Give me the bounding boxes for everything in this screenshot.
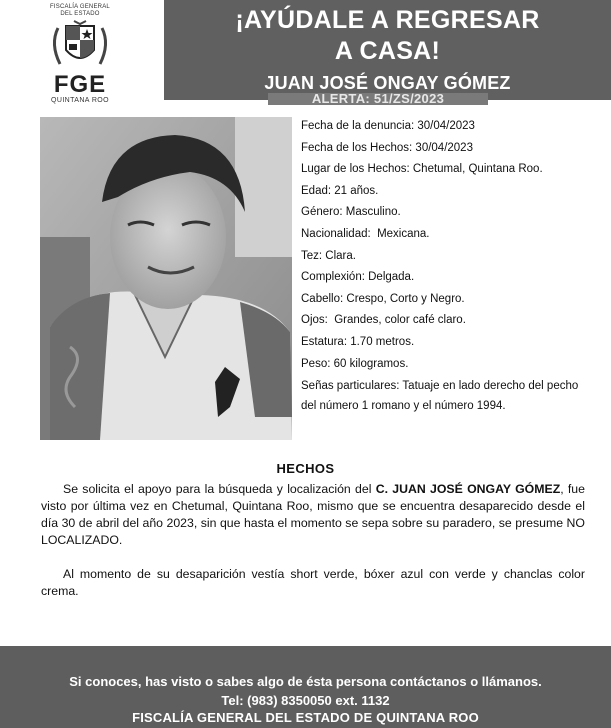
state-emblem-icon	[44, 20, 116, 68]
detail-genero: Género: Masculino.	[301, 206, 401, 219]
contact-footer	[0, 646, 611, 728]
detail-tez: Tez: Clara.	[301, 249, 356, 262]
banner-title	[164, 5, 611, 67]
detail-lugar: Lugar de los Hechos: Chetumal, Quintana Roo.	[301, 163, 543, 176]
hechos-paragraph-2: Al momento de su desaparición vestía short verde, bóxer azul con verde y chanclas color crema.	[41, 567, 585, 598]
logo-subtext: QUINTANA ROO	[51, 97, 109, 104]
logo-caption-2: DEL ESTADO	[60, 11, 100, 17]
detail-senas-particulares: Señas particulares: Tatuaje en lado derecho del pecho del número 1 romano y el número 1994.	[301, 380, 579, 413]
detail-estatura: Estatura: 1.70 metros.	[301, 335, 415, 348]
detail-fecha-hechos: Fecha de los Hechos: 30/04/2023	[301, 141, 473, 154]
p1-intro: Se solicita el apoyo para la búsqueda y localización del	[63, 482, 376, 496]
footer-agency: FISCALÍA GENERAL DEL ESTADO DE QUINTANA ROO	[132, 710, 479, 725]
header-banner	[164, 0, 611, 100]
missing-person-name: JUAN JOSÉ ONGAY GÓMEZ	[264, 73, 511, 93]
banner-title-line-2: A CASA!	[334, 37, 441, 65]
person-details	[301, 116, 591, 416]
p1-body: , fue visto por última vez en Chetumal, Quintana Roo, mismo que se encuentra desaparecido desde el día 30 de abril del año 2023, sin que hasta el momento se sepa sobre su paradero, se presume NO LOCALIZADO.	[41, 482, 585, 547]
logo-text: FGE	[53, 71, 107, 98]
p1-person-name: C. JUAN JOSÉ ONGAY GÓMEZ	[375, 482, 561, 496]
detail-cabello: Cabello: Crespo, Corto y Negro.	[301, 292, 465, 305]
alert-code: ALERTA: 51/ZS/2023	[268, 93, 488, 105]
detail-complexion: Complexión: Delgada.	[301, 271, 415, 284]
logo-caption-1: FISCALÍA GENERAL	[50, 4, 110, 10]
detail-peso: Peso: 60 kilogramos.	[301, 357, 409, 370]
hechos-heading: HECHOS	[276, 461, 335, 476]
fge-logo	[20, 4, 140, 106]
portrait-image	[40, 117, 292, 440]
footer-contact-message: Si conoces, has visto o sabes algo de ésta persona contáctanos o llámanos.	[69, 674, 542, 689]
detail-fecha-denuncia: Fecha de la denuncia: 30/04/2023	[301, 120, 475, 132]
detail-ojos: Ojos: Grandes, color café claro.	[301, 314, 466, 327]
detail-nacionalidad: Nacionalidad: Mexicana.	[301, 227, 430, 240]
banner-title-line-1: ¡AYÚDALE A REGRESAR	[235, 6, 540, 34]
detail-edad: Edad: 21 años.	[301, 184, 379, 197]
footer-phone: Tel: (983) 8350050 ext. 1132	[221, 693, 390, 708]
missing-person-photo	[40, 117, 292, 440]
hechos-paragraph-1	[41, 481, 585, 549]
